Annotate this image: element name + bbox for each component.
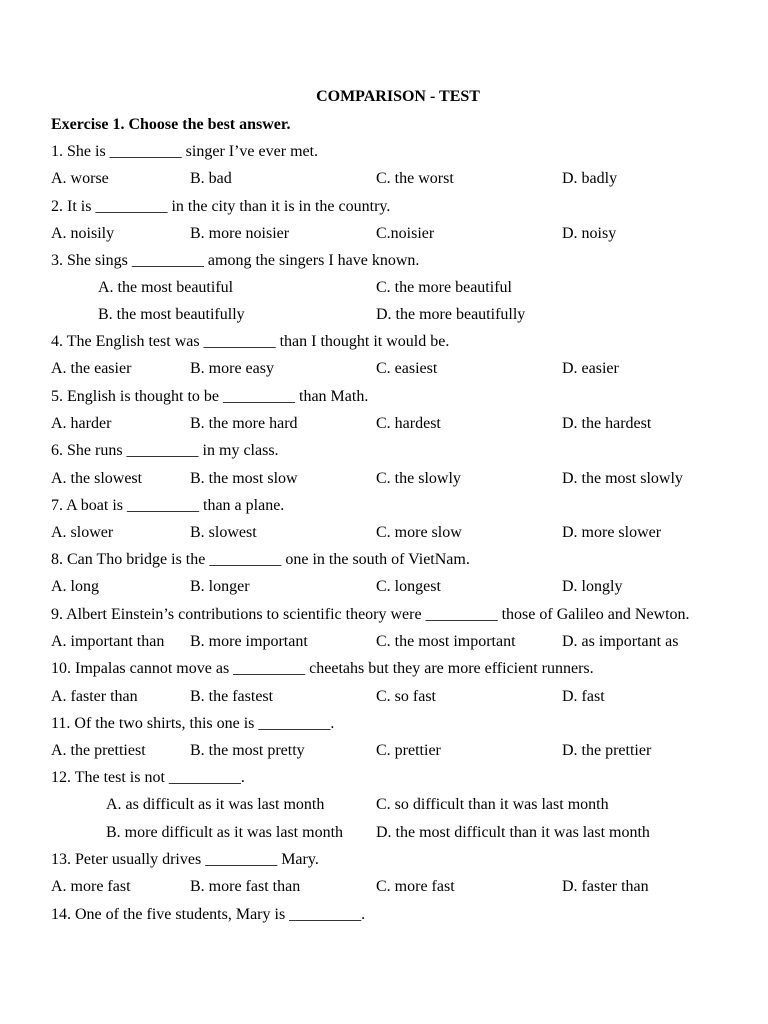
- option-b: B. bad: [190, 170, 232, 187]
- option-a: A. faster than: [51, 688, 138, 705]
- option-b: B. the most slow: [190, 470, 298, 487]
- question-text: 10. Impalas cannot move as _________ cheetahs but they are more efficient runners.: [51, 660, 594, 677]
- option-c: C. more slow: [376, 524, 462, 541]
- option-d: D. the most difficult than it was last month: [376, 824, 650, 841]
- option-d: D. easier: [562, 360, 619, 377]
- option-d: D. the prettier: [562, 742, 652, 759]
- option-d: D. more slower: [562, 524, 662, 541]
- option-b: B. more noisier: [190, 225, 290, 242]
- question-text: 6. She runs _________ in my class.: [51, 442, 279, 459]
- option-d: D. faster than: [562, 878, 649, 895]
- option-c: C. the most important: [376, 633, 516, 650]
- option-a: A. the most beautiful: [98, 279, 234, 296]
- option-c: C. the more beautiful: [376, 279, 512, 296]
- question-text: 11. Of the two shirts, this one is _________.: [51, 715, 335, 732]
- question-text: 7. A boat is _________ than a plane.: [51, 497, 285, 514]
- option-c: C. hardest: [376, 415, 441, 432]
- option-d: D. as important as: [562, 633, 679, 650]
- option-a: A. harder: [51, 415, 112, 432]
- option-d: D. fast: [562, 688, 605, 705]
- option-c: C. the slowly: [376, 470, 461, 487]
- option-c: C. the worst: [376, 170, 454, 187]
- option-c: C. so difficult than it was last month: [376, 796, 609, 813]
- question-text: 9. Albert Einstein’s contributions to scientific theory were _________ those of Galileo and Newton.: [51, 606, 690, 623]
- question-text: 3. She sings _________ among the singers I have known.: [51, 252, 420, 269]
- option-b: B. the fastest: [190, 688, 274, 705]
- option-c: C. prettier: [376, 742, 441, 759]
- option-d: D. the more beautifully: [376, 306, 526, 323]
- option-b: B. more fast than: [190, 878, 301, 895]
- question-text: 14. One of the five students, Mary is _________.: [51, 906, 366, 923]
- question-text: 2. It is _________ in the city than it is in the country.: [51, 198, 391, 215]
- option-d: D. noisy: [562, 225, 617, 242]
- option-c: C. so fast: [376, 688, 436, 705]
- page-title: COMPARISON - TEST: [316, 88, 480, 105]
- option-c: C. more fast: [376, 878, 455, 895]
- option-a: A. the slowest: [51, 470, 143, 487]
- option-d: D. badly: [562, 170, 618, 187]
- option-a: A. slower: [51, 524, 114, 541]
- option-a: A. more fast: [51, 878, 131, 895]
- option-d: D. the most slowly: [562, 470, 683, 487]
- option-a: A. worse: [51, 170, 109, 187]
- option-b: B. slowest: [190, 524, 257, 541]
- option-b: B. the most beautifully: [98, 306, 245, 323]
- option-a: A. as difficult as it was last month: [106, 796, 325, 813]
- question-text: 1. She is _________ singer I’ve ever met.: [51, 143, 319, 160]
- question-text: 13. Peter usually drives _________ Mary.: [51, 851, 319, 868]
- question-text: 12. The test is not _________.: [51, 769, 245, 786]
- option-a: A. the prettiest: [51, 742, 146, 759]
- option-b: B. the more hard: [190, 415, 298, 432]
- option-b: B. more easy: [190, 360, 274, 377]
- option-c: C. easiest: [376, 360, 438, 377]
- option-c: C.noisier: [376, 225, 435, 242]
- option-a: A. noisily: [51, 225, 115, 242]
- option-b: B. the most pretty: [190, 742, 305, 759]
- option-a: A. important than: [51, 633, 165, 650]
- exercise-heading: Exercise 1. Choose the best answer.: [51, 116, 291, 133]
- option-a: A. long: [51, 578, 99, 595]
- option-d: D. longly: [562, 578, 623, 595]
- question-text: 5. English is thought to be _________ than Math.: [51, 388, 369, 405]
- option-b: B. more important: [190, 633, 308, 650]
- option-a: A. the easier: [51, 360, 132, 377]
- option-b: B. longer: [190, 578, 250, 595]
- question-text: 4. The English test was _________ than I thought it would be.: [51, 333, 450, 350]
- question-text: 8. Can Tho bridge is the _________ one in the south of VietNam.: [51, 551, 470, 568]
- option-c: C. longest: [376, 578, 441, 595]
- option-d: D. the hardest: [562, 415, 652, 432]
- option-b: B. more difficult as it was last month: [106, 824, 344, 841]
